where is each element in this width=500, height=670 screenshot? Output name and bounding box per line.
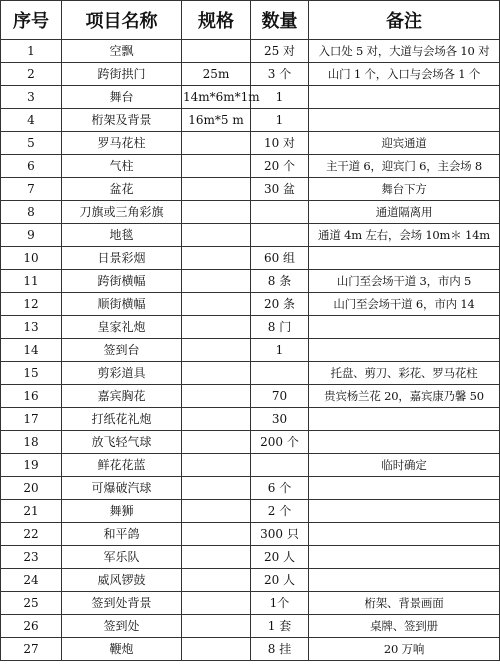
table-row — [1, 638, 500, 661]
table-row — [1, 178, 500, 201]
cell-quantity: 70 — [251, 385, 309, 408]
cell-seq: 3 — [1, 86, 62, 109]
table-row — [1, 155, 500, 178]
cell-seq: 1 — [1, 40, 62, 63]
cell-quantity: 3 个 — [251, 63, 309, 86]
cell-item-name: 鞭炮 — [62, 638, 182, 661]
cell-notes — [309, 569, 500, 592]
cell-spec: 16m*5 m — [182, 109, 251, 132]
cell-item-name: 盆花 — [62, 178, 182, 201]
cell-notes: 20 万响 — [309, 638, 500, 661]
cell-item-name: 放飞轻气球 — [62, 431, 182, 454]
cell-item-name: 气柱 — [62, 155, 182, 178]
cell-notes — [309, 86, 500, 109]
cell-notes — [309, 408, 500, 431]
cell-quantity: 60 组 — [251, 247, 309, 270]
cell-notes: 贵宾杨兰花 20，嘉宾康乃馨 50 — [309, 385, 500, 408]
cell-seq: 16 — [1, 385, 62, 408]
header-item-name: 项目名称 — [62, 1, 182, 40]
table-row — [1, 63, 500, 86]
cell-notes: 山门至会场干道 6，市内 14 — [309, 293, 500, 316]
cell-item-name: 桁架及背景 — [62, 109, 182, 132]
cell-spec — [182, 638, 251, 661]
cell-spec — [182, 155, 251, 178]
cell-spec — [182, 454, 251, 477]
header-spec: 规格 — [182, 1, 251, 40]
table-row — [1, 132, 500, 155]
cell-notes: 桌牌、签到册 — [309, 615, 500, 638]
cell-quantity: 20 条 — [251, 293, 309, 316]
table-row — [1, 431, 500, 454]
table-row — [1, 247, 500, 270]
table-row — [1, 546, 500, 569]
cell-seq: 6 — [1, 155, 62, 178]
cell-seq: 2 — [1, 63, 62, 86]
cell-spec — [182, 408, 251, 431]
cell-item-name: 舞台 — [62, 86, 182, 109]
table-row — [1, 224, 500, 247]
cell-notes: 舞台下方 — [309, 178, 500, 201]
cell-seq: 9 — [1, 224, 62, 247]
table-row — [1, 201, 500, 224]
cell-notes: 通道 4m 左右，会场 10m＊ 14m — [309, 224, 500, 247]
cell-spec — [182, 431, 251, 454]
table-row — [1, 316, 500, 339]
table-row — [1, 86, 500, 109]
cell-notes — [309, 247, 500, 270]
table-row — [1, 592, 500, 615]
cell-seq: 26 — [1, 615, 62, 638]
cell-seq: 12 — [1, 293, 62, 316]
cell-spec — [182, 569, 251, 592]
table-row — [1, 408, 500, 431]
cell-seq: 24 — [1, 569, 62, 592]
cell-notes: 主干道 6，迎宾门 6，主会场 8 — [309, 155, 500, 178]
cell-quantity: 8 挂 — [251, 638, 309, 661]
cell-spec — [182, 362, 251, 385]
cell-quantity: 1 — [251, 109, 309, 132]
cell-spec — [182, 201, 251, 224]
cell-notes — [309, 316, 500, 339]
cell-seq: 15 — [1, 362, 62, 385]
cell-spec — [182, 247, 251, 270]
cell-quantity: 8 门 — [251, 316, 309, 339]
cell-quantity — [251, 454, 309, 477]
table-row — [1, 385, 500, 408]
cell-item-name: 签到台 — [62, 339, 182, 362]
cell-seq: 7 — [1, 178, 62, 201]
cell-notes: 桁架、背景画面 — [309, 592, 500, 615]
cell-item-name: 威风锣鼓 — [62, 569, 182, 592]
cell-item-name: 签到处 — [62, 615, 182, 638]
cell-notes: 入口处 5 对，大道与会场各 10 对 — [309, 40, 500, 63]
header-seq: 序号 — [1, 1, 62, 40]
cell-spec — [182, 523, 251, 546]
cell-notes — [309, 431, 500, 454]
cell-seq: 10 — [1, 247, 62, 270]
table-row — [1, 454, 500, 477]
cell-item-name: 鲜花花蓝 — [62, 454, 182, 477]
cell-notes: 临时确定 — [309, 454, 500, 477]
table-row — [1, 569, 500, 592]
cell-seq: 20 — [1, 477, 62, 500]
cell-spec — [182, 500, 251, 523]
cell-seq: 18 — [1, 431, 62, 454]
cell-notes — [309, 523, 500, 546]
cell-notes: 山门至会场干道 3，市内 5 — [309, 270, 500, 293]
cell-quantity: 300 只 — [251, 523, 309, 546]
cell-item-name: 刀旗或三角彩旗 — [62, 201, 182, 224]
cell-seq: 19 — [1, 454, 62, 477]
cell-item-name: 日景彩烟 — [62, 247, 182, 270]
cell-seq: 8 — [1, 201, 62, 224]
header-notes: 备注 — [309, 1, 500, 40]
cell-notes: 托盘、剪刀、彩花、罗马花柱 — [309, 362, 500, 385]
cell-notes — [309, 339, 500, 362]
table-row — [1, 615, 500, 638]
cell-item-name: 顺街横幅 — [62, 293, 182, 316]
header-row — [1, 1, 500, 40]
cell-spec — [182, 293, 251, 316]
cell-quantity: 20 人 — [251, 569, 309, 592]
table-row — [1, 339, 500, 362]
cell-quantity: 25 对 — [251, 40, 309, 63]
cell-item-name: 和平鸽 — [62, 523, 182, 546]
cell-spec — [182, 224, 251, 247]
cell-seq: 5 — [1, 132, 62, 155]
cell-quantity: 2 个 — [251, 500, 309, 523]
cell-item-name: 地毯 — [62, 224, 182, 247]
cell-quantity: 30 盆 — [251, 178, 309, 201]
cell-notes: 山门 1 个，入口与会场各 1 个 — [309, 63, 500, 86]
cell-quantity: 6 个 — [251, 477, 309, 500]
cell-quantity: 20 个 — [251, 155, 309, 178]
cell-item-name: 舞狮 — [62, 500, 182, 523]
cell-quantity: 30 — [251, 408, 309, 431]
cell-item-name: 可爆破汽球 — [62, 477, 182, 500]
cell-spec — [182, 615, 251, 638]
cell-quantity: 1个 — [251, 592, 309, 615]
cell-quantity: 1 套 — [251, 615, 309, 638]
table-row — [1, 500, 500, 523]
cell-seq: 13 — [1, 316, 62, 339]
cell-spec — [182, 178, 251, 201]
cell-item-name: 嘉宾胸花 — [62, 385, 182, 408]
cell-seq: 27 — [1, 638, 62, 661]
table-row — [1, 362, 500, 385]
cell-notes — [309, 477, 500, 500]
cell-seq: 25 — [1, 592, 62, 615]
table-row — [1, 523, 500, 546]
cell-quantity: 8 条 — [251, 270, 309, 293]
header-quantity: 数量 — [251, 1, 309, 40]
table-row — [1, 270, 500, 293]
cell-item-name: 签到处背景 — [62, 592, 182, 615]
cell-quantity: 20 人 — [251, 546, 309, 569]
cell-quantity — [251, 224, 309, 247]
cell-seq: 22 — [1, 523, 62, 546]
cell-quantity: 1 — [251, 86, 309, 109]
table-row — [1, 293, 500, 316]
table-row — [1, 109, 500, 132]
cell-spec — [182, 132, 251, 155]
cell-spec — [182, 385, 251, 408]
cell-item-name: 空飘 — [62, 40, 182, 63]
cell-spec — [182, 270, 251, 293]
cell-seq: 21 — [1, 500, 62, 523]
cell-quantity: 1 — [251, 339, 309, 362]
cell-seq: 14 — [1, 339, 62, 362]
cell-quantity: 10 对 — [251, 132, 309, 155]
cell-seq: 23 — [1, 546, 62, 569]
cell-item-name: 皇家礼炮 — [62, 316, 182, 339]
cell-spec — [182, 546, 251, 569]
cell-notes — [309, 546, 500, 569]
cell-item-name: 打纸花礼炮 — [62, 408, 182, 431]
cell-notes — [309, 500, 500, 523]
cell-item-name: 罗马花柱 — [62, 132, 182, 155]
cell-spec: 14m*6m*1m — [182, 86, 251, 109]
cell-spec — [182, 316, 251, 339]
table-row — [1, 40, 500, 63]
cell-spec — [182, 339, 251, 362]
cell-spec: 25m — [182, 63, 251, 86]
cell-quantity: 200 个 — [251, 431, 309, 454]
cell-quantity — [251, 201, 309, 224]
cell-seq: 4 — [1, 109, 62, 132]
cell-spec — [182, 592, 251, 615]
cell-item-name: 军乐队 — [62, 546, 182, 569]
table-row — [1, 477, 500, 500]
cell-item-name: 剪彩道具 — [62, 362, 182, 385]
cell-seq: 11 — [1, 270, 62, 293]
cell-notes: 通道隔离用 — [309, 201, 500, 224]
cell-item-name: 跨街拱门 — [62, 63, 182, 86]
cell-notes: 迎宾通道 — [309, 132, 500, 155]
cell-quantity — [251, 362, 309, 385]
cell-spec — [182, 477, 251, 500]
cell-notes — [309, 109, 500, 132]
cell-item-name: 跨街横幅 — [62, 270, 182, 293]
cell-spec — [182, 40, 251, 63]
cell-seq: 17 — [1, 408, 62, 431]
